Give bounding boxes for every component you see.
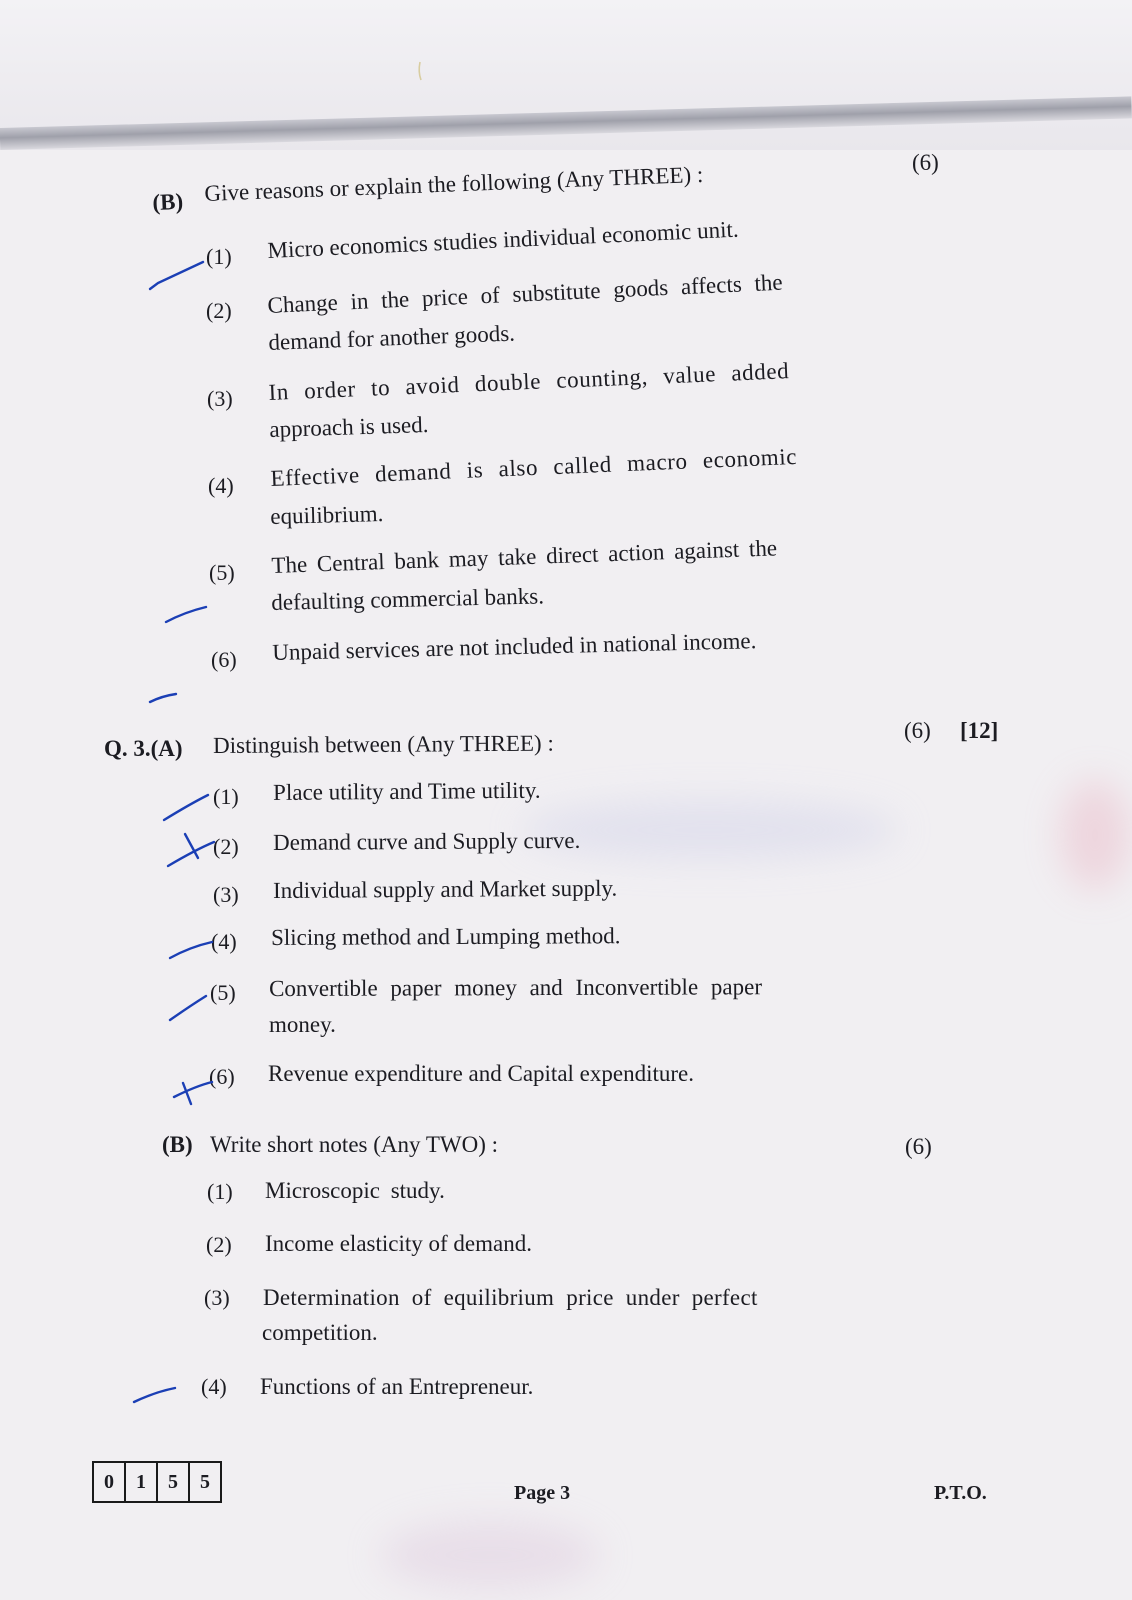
paper-code-digit-2: 1 bbox=[126, 1463, 158, 1501]
b1-item-3-number: (3) bbox=[207, 386, 233, 411]
q3b-item-2-text: Income elasticity of demand. bbox=[265, 1231, 532, 1256]
q3b-item-1-text: Microscopic study. bbox=[265, 1178, 445, 1203]
b1-item-6-text: Unpaid services are not included in national income. bbox=[272, 628, 757, 665]
b1-item-4-number: (4) bbox=[208, 473, 234, 498]
b1-item-2-number: (2) bbox=[206, 298, 232, 323]
tick-mark-q3a-item-1 bbox=[164, 795, 208, 820]
q3a-item-1-number: (1) bbox=[213, 784, 239, 809]
tick-mark-q3a-item-4 bbox=[170, 942, 212, 958]
section-b1-label: (B) bbox=[152, 188, 184, 215]
b1-item-4-line-1: Effective demand is also called macro economic bbox=[270, 443, 798, 491]
q3b-item-3-number: (3) bbox=[204, 1285, 230, 1310]
q3b-item-1-number: (1) bbox=[207, 1179, 233, 1204]
q3a-item-6-number: (6) bbox=[209, 1064, 235, 1089]
b1-item-1-number: (1) bbox=[206, 244, 232, 269]
b1-item-5-line-1: The Central bank may take direct action against the bbox=[271, 535, 778, 578]
b1-item-3-line-2: approach is used. bbox=[269, 412, 429, 442]
q3a-item-3-text: Individual supply and Market supply. bbox=[273, 875, 618, 903]
q3a-item-1-text: Place utility and Time utility. bbox=[273, 777, 541, 805]
q3a-total-marks: [12] bbox=[960, 718, 999, 743]
b1-item-4-line-2: equilibrium. bbox=[270, 501, 384, 529]
q3a-item-6-text: Revenue expenditure and Capital expenditure. bbox=[268, 1061, 694, 1086]
q3a-marks: (6) bbox=[904, 718, 931, 743]
q3b-item-4-number: (4) bbox=[201, 1374, 227, 1399]
paper-code-digit-1: 0 bbox=[94, 1463, 126, 1501]
faint-mark-top bbox=[419, 62, 421, 80]
q3a-heading: Distinguish between (Any THREE) : bbox=[213, 730, 554, 758]
cross-mark-q3a-item-2 bbox=[168, 834, 214, 866]
q3b-marks: (6) bbox=[905, 1134, 932, 1159]
q3b-label: (B) bbox=[162, 1132, 193, 1157]
tick-mark-b1-item-6 bbox=[150, 694, 176, 702]
q3a-item-5-number: (5) bbox=[210, 980, 236, 1005]
tick-mark-q3a-item-5 bbox=[170, 996, 206, 1020]
b1-item-5-number: (5) bbox=[209, 560, 235, 585]
q3a-item-2-number: (2) bbox=[213, 834, 239, 859]
section-b1-marks: (6) bbox=[912, 150, 939, 175]
paper-code-digit-4: 5 bbox=[200, 1471, 210, 1493]
q3a-item-2-text: Demand curve and Supply curve. bbox=[273, 827, 581, 855]
q3a-item-4-number: (4) bbox=[211, 929, 237, 954]
b1-item-2-line-2: demand for another goods. bbox=[268, 320, 516, 355]
q3a-item-5-line-2: money. bbox=[269, 1012, 336, 1037]
b1-item-2-line-1: Change in the price of substitute goods affects the bbox=[267, 269, 784, 318]
cross-mark-q3a-item-6 bbox=[174, 1082, 212, 1104]
q3a-item-4-text: Slicing method and Lumping method. bbox=[271, 923, 621, 950]
pto-label: P.T.O. bbox=[934, 1482, 987, 1504]
paper-code-digit-3: 5 bbox=[158, 1463, 190, 1501]
tick-mark-q3b-item-4 bbox=[134, 1388, 175, 1402]
q3b-heading: Write short notes (Any TWO) : bbox=[210, 1132, 499, 1157]
page-number: Page 3 bbox=[514, 1482, 571, 1504]
q3b-item-3-line-2: competition. bbox=[262, 1320, 378, 1345]
b1-item-6-number: (6) bbox=[211, 647, 237, 672]
section-b1-heading: Give reasons or explain the following (Any THREE) : bbox=[204, 161, 704, 206]
b1-item-5-line-2: defaulting commercial banks. bbox=[271, 583, 545, 615]
tick-mark-b1-item-1 bbox=[150, 262, 203, 289]
q3b-item-2-number: (2) bbox=[206, 1232, 232, 1257]
q3a-label: Q. 3.(A) bbox=[104, 736, 183, 761]
q3a-item-3-number: (3) bbox=[213, 882, 239, 907]
b1-item-3-line-1: In order to avoid double counting, value added bbox=[268, 358, 790, 405]
q3b-item-4-text: Functions of an Entrepreneur. bbox=[260, 1374, 534, 1399]
q3b-item-3-line-1: Determination of equilibrium price under perfect bbox=[263, 1285, 758, 1310]
b1-item-1-text: Micro economics studies individual economic unit. bbox=[267, 216, 740, 263]
tick-mark-b1-item-5 bbox=[166, 607, 206, 622]
q3a-item-5-line-1: Convertible paper money and Inconvertible paper bbox=[269, 974, 763, 1001]
